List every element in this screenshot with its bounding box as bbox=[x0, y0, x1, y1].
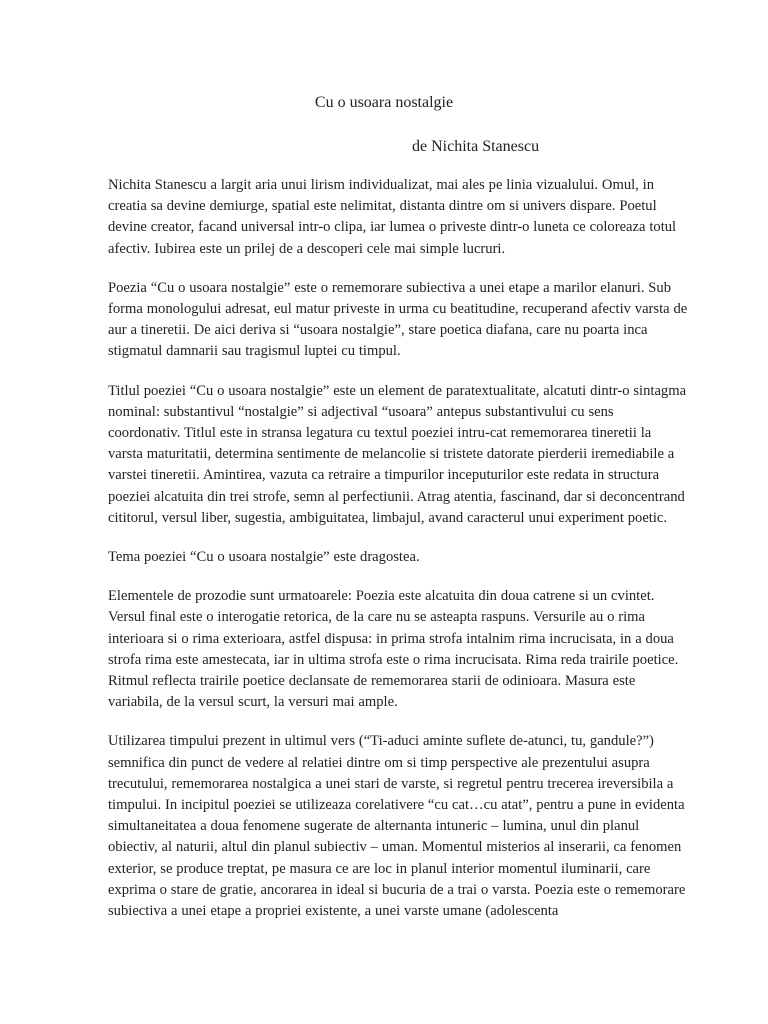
document-body bbox=[108, 175, 688, 940]
paragraph-titlul: Titlul poeziei “Cu o usoara nostalgie” este un element de paratextualitate, alcatuti dintr-o sintagma nominal: substantivul “nostalgie” si adjectival “usoara” antepus substantivului cu sens coordonativ. Titlul este in stransa legatura cu textul poeziei intru-cat rememorarea tineretii la varsta maturitatii, determina sentimente de melancolie si tristete datorate pierderii iremediabile a varstei tineretii. Amintirea, vazuta ca retraire a timpurilor inceputurilor este redata in structura poeziei alcatuita din trei strofe, semn al perfectiunii. Atrag atentia, fascinand, dar si deconcentrand cititorul, versul liber, sugestia, ambiguitatea, limbajul, avand caracterul unui experiment poetic. bbox=[108, 382, 687, 526]
paragraph-rememorare: Poezia “Cu o usoara nostalgie” este o rememorare subiectiva a unei etape a marilor elanuri. Sub forma monologului adresat, eul matur priveste in urma cu beatitudine, recuperand afectiv varsta de aur a tineretii. De aici deriva si “usoara nostalgie”, stare poetica diafana, care nu poarta inca stigmatul damnarii sau tragismul luptei cu timpul. bbox=[108, 279, 688, 360]
document-title: Cu o usoara nostalgie bbox=[314, 94, 454, 111]
paragraph-prozodie: Elementele de prozodie sunt urmatoarele: Poezia este alcatuita din doua catrene si un cvintet. Versul final este o interogatie retorica, de la care nu se asteapta raspuns. Versurile au o rima interioara si o rima exterioara, astfel dispusa: in prima strofa intalnim rima incrucisata, in a doua strofa rima este amestecata, iar in ultima strofa este o rima incrucisata. Rima reda trairile poetice. Ritmul reflecta trairile poetice declansate de rememorarea starii de odinioara. Masura este variabila, de la versul scurt, la versuri mai ample. bbox=[108, 588, 679, 711]
paragraph-intro: Nichita Stanescu a largit aria unui lirism individualizat, mai ales pe linia vizualului. Omul, in creatia sa devine demiurge, spatial este nelimitat, distanta dintre om si univers dispare. Poetul devine creator, facand universal intr-o clipa, iar lumea o priveste dintr-o luneta ce coloreaza totul afectiv. Iubirea este un prilej de a descoperi cele mai simple lucruri. bbox=[108, 177, 677, 257]
document-author: de Nichita Stanescu bbox=[412, 138, 540, 155]
paragraph-tema: Tema poeziei “Cu o usoara nostalgie” este dragostea. bbox=[108, 549, 420, 566]
paragraph-timpul-prezent: Utilizarea timpului prezent in ultimul vers (“Ti-aduci aminte suflete de-atunci, tu, gandule?”) semnifica din punct de vedere al relatiei dintre om si timp perspective ale prezentului asupra trecutului, rememorarea nostalgica a unei stari de varste, si regretul pentru trecerea ireversibila a timpului. In incipitul poeziei se utilizeaza corelativere “cu cat…cu atat”, pentru a pune in evidenta simultaneitatea a doua fenomene sugerate de alternanta intuneric – lumina, unul din planul obiectiv, al naturii, altul din planul subiectiv – uman. Momentul misterios al inserarii, ca fenomen exterior, se produce treptat, pe masura ce are loc in planul interior momentul iluminarii, care exprima o stare de gratie, ancorarea in ideal si bucuria de a trai o varsta. Poezia este o rememorare subiectiva a unei etape a propriei existente, a unei varste umane (adolescenta bbox=[108, 733, 686, 920]
